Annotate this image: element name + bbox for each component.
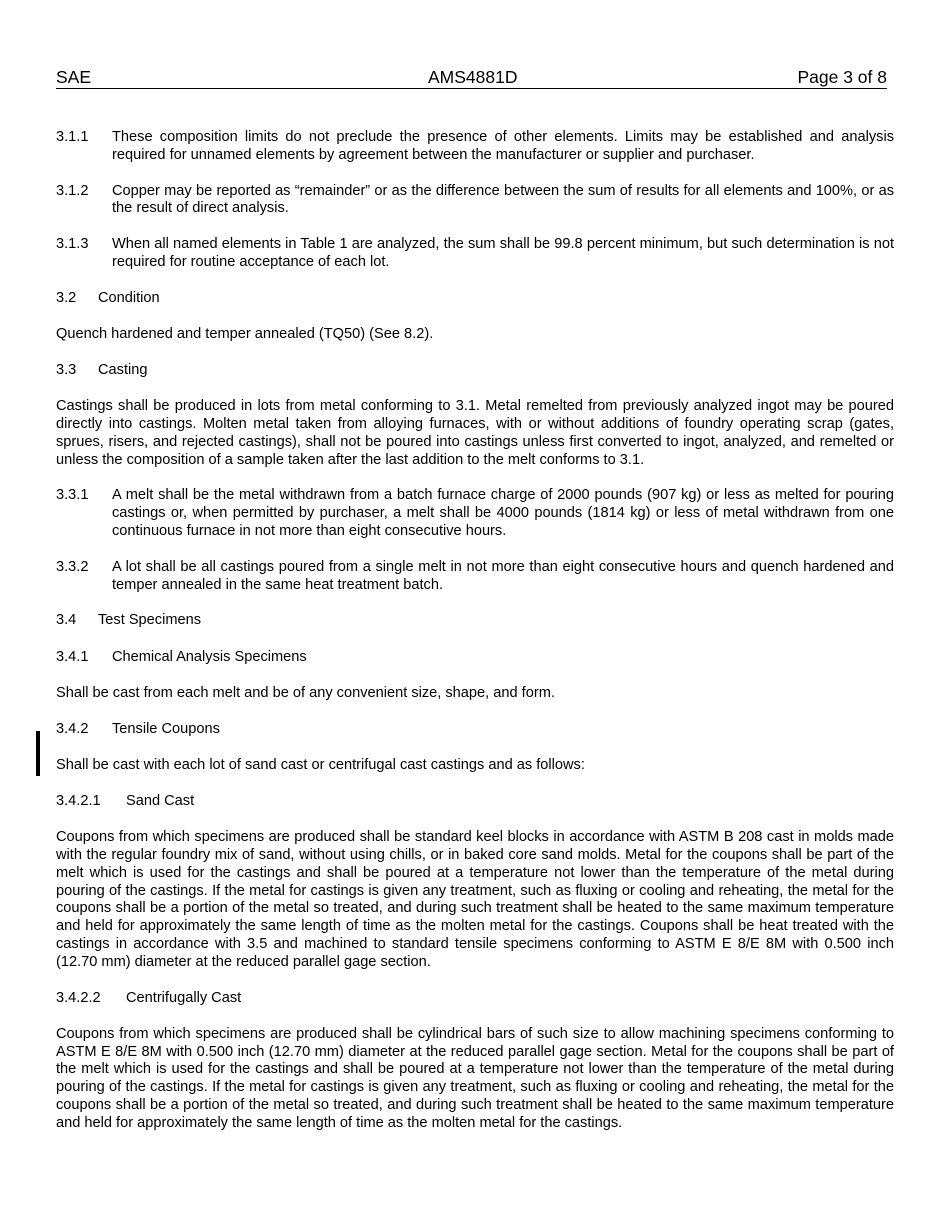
section-title: Tensile Coupons — [112, 720, 220, 737]
section-number: 3.1.3 — [56, 236, 89, 253]
section-3-4-1-heading — [56, 649, 894, 667]
section-text: A lot shall be all castings poured from a single melt in not more than eight consecutive hours and quench hardened and temper annealed in the same heat treatment batch. — [112, 558, 894, 593]
section-title: Test Specimens — [98, 612, 202, 629]
section-3-4-heading — [56, 612, 894, 630]
section-text: Copper may be reported as “remainder” or as the difference between the sum of results for all elements and 100%, or as the result of direct analysis. — [112, 182, 894, 217]
section-3-4-2-heading — [56, 721, 894, 739]
section-3-4-1-text: Shall be cast from each melt and be of any convenient size, shape, and form. — [56, 684, 555, 701]
section-3-4-2-2-heading — [56, 990, 894, 1008]
section-number: 3.3 — [56, 361, 77, 378]
section-3-4-2-1-text: Coupons from which specimens are produced shall be standard keel blocks in accordance with ASTM B 208 cast in molds made with the regular foundry mix of sand, without using chills, or in baked core sand molds. Metal for the coupons shall be part of the melt which is used for the castings and shall be poured at a temperature not lower than the temperature of the metal during pouring of the castings. If the metal for castings is given any treatment, such as fluxing or cooling and reheating, the metal for the coupons shall be a portion of the metal so treated, and during such treatment shall be heated to the same maximum temperature and held for approximately the same length of time as the molten metal for the castings. Coupons shall be heat treated with the castings in accordance with 3.5 and machined to standard tensile specimens conforming to ASTM E 8/E 8M with 0.500 inch (12.70 mm) diameter at the reduced parallel gage section. — [56, 829, 894, 970]
revision-change-bar — [36, 731, 40, 776]
section-title: Casting — [98, 361, 148, 378]
section-number: 3.4 — [56, 612, 77, 629]
section-3-1-2 — [56, 183, 894, 219]
section-3-3-1 — [56, 487, 894, 540]
section-number: 3.4.2.2 — [56, 989, 101, 1006]
section-title: Centrifugally Cast — [126, 989, 242, 1006]
section-3-4-2-text: Shall be cast with each lot of sand cast or centrifugal cast castings and as follows: — [56, 757, 585, 774]
section-3-3-heading — [56, 362, 894, 380]
section-title: Chemical Analysis Specimens — [112, 648, 307, 665]
section-3-3-2 — [56, 559, 894, 595]
header-org: SAE — [56, 67, 92, 87]
section-number: 3.4.2 — [56, 720, 89, 737]
section-text: These composition limits do not preclude the presence of other elements. Limits may be established and analysis required for unnamed elements by agreement between the manufacturer or supplier and purchaser. — [112, 129, 894, 163]
section-number: 3.2 — [56, 289, 77, 306]
section-3-3-text: Castings shall be produced in lots from metal conforming to 3.1. Metal remelted from previously analyzed ingot may be poured directly into castings. Molten metal taken from alloying furnaces, with or without additions of foundry operating scrap (gates, sprues, risers, and rejected castings), shall not be poured into castings unless first converted to ingot, analyzed, and remelted or unless the composition of a sample taken after the last addition to the melt conforms to 3.1. — [56, 398, 894, 468]
section-number: 3.3.2 — [56, 558, 89, 575]
section-number: 3.4.2.1 — [56, 792, 101, 809]
page-header — [56, 67, 887, 89]
document-body — [56, 129, 894, 1151]
section-title: Condition — [98, 289, 160, 306]
section-text: When all named elements in Table 1 are analyzed, the sum shall be 99.8 percent minimum, but such determination is not required for routine acceptance of each lot. — [112, 236, 894, 270]
section-title: Sand Cast — [126, 792, 195, 809]
section-number: 3.1.2 — [56, 182, 89, 199]
section-number: 3.3.1 — [56, 487, 89, 504]
section-number: 3.4.1 — [56, 648, 89, 665]
section-3-1-3 — [56, 236, 894, 272]
section-3-4-2-1-heading — [56, 793, 894, 811]
header-page-number: Page 3 of 8 — [797, 67, 887, 87]
section-number: 3.1.1 — [56, 129, 89, 145]
section-3-4-2-2-text: Coupons from which specimens are produced shall be cylindrical bars of such size to allow machining specimens conforming to ASTM E 8/E 8M with 0.500 inch (12.70 mm) diameter at the reduced parallel gage section. Metal for the coupons shall be part of the melt which is used for the castings and shall be poured at a temperature not lower than the temperature of the metal during pouring of the castings. If the metal for castings is given any treatment, such as fluxing or cooling and reheating, the metal for the coupons shall be a portion of the metal so treated, and during such treatment shall be heated to the same maximum temperature and held for approximately the same length of time as the molten metal for the castings. — [56, 1025, 894, 1131]
section-3-2-heading — [56, 290, 894, 308]
section-text: A melt shall be the metal withdrawn from a batch furnace charge of 2000 pounds (907 kg) or less as melted for pouring castings or, when permitted by purchaser, a melt shall be 4000 pounds (1814 kg) or less of metal withdrawn from one continuous furnace in not more than eight consecutive hours. — [112, 487, 894, 539]
section-3-2-text: Quench hardened and temper annealed (TQ50) (See 8.2). — [56, 326, 434, 343]
section-3-1-1 — [56, 129, 894, 165]
header-doc-number: AMS4881D — [428, 67, 518, 87]
